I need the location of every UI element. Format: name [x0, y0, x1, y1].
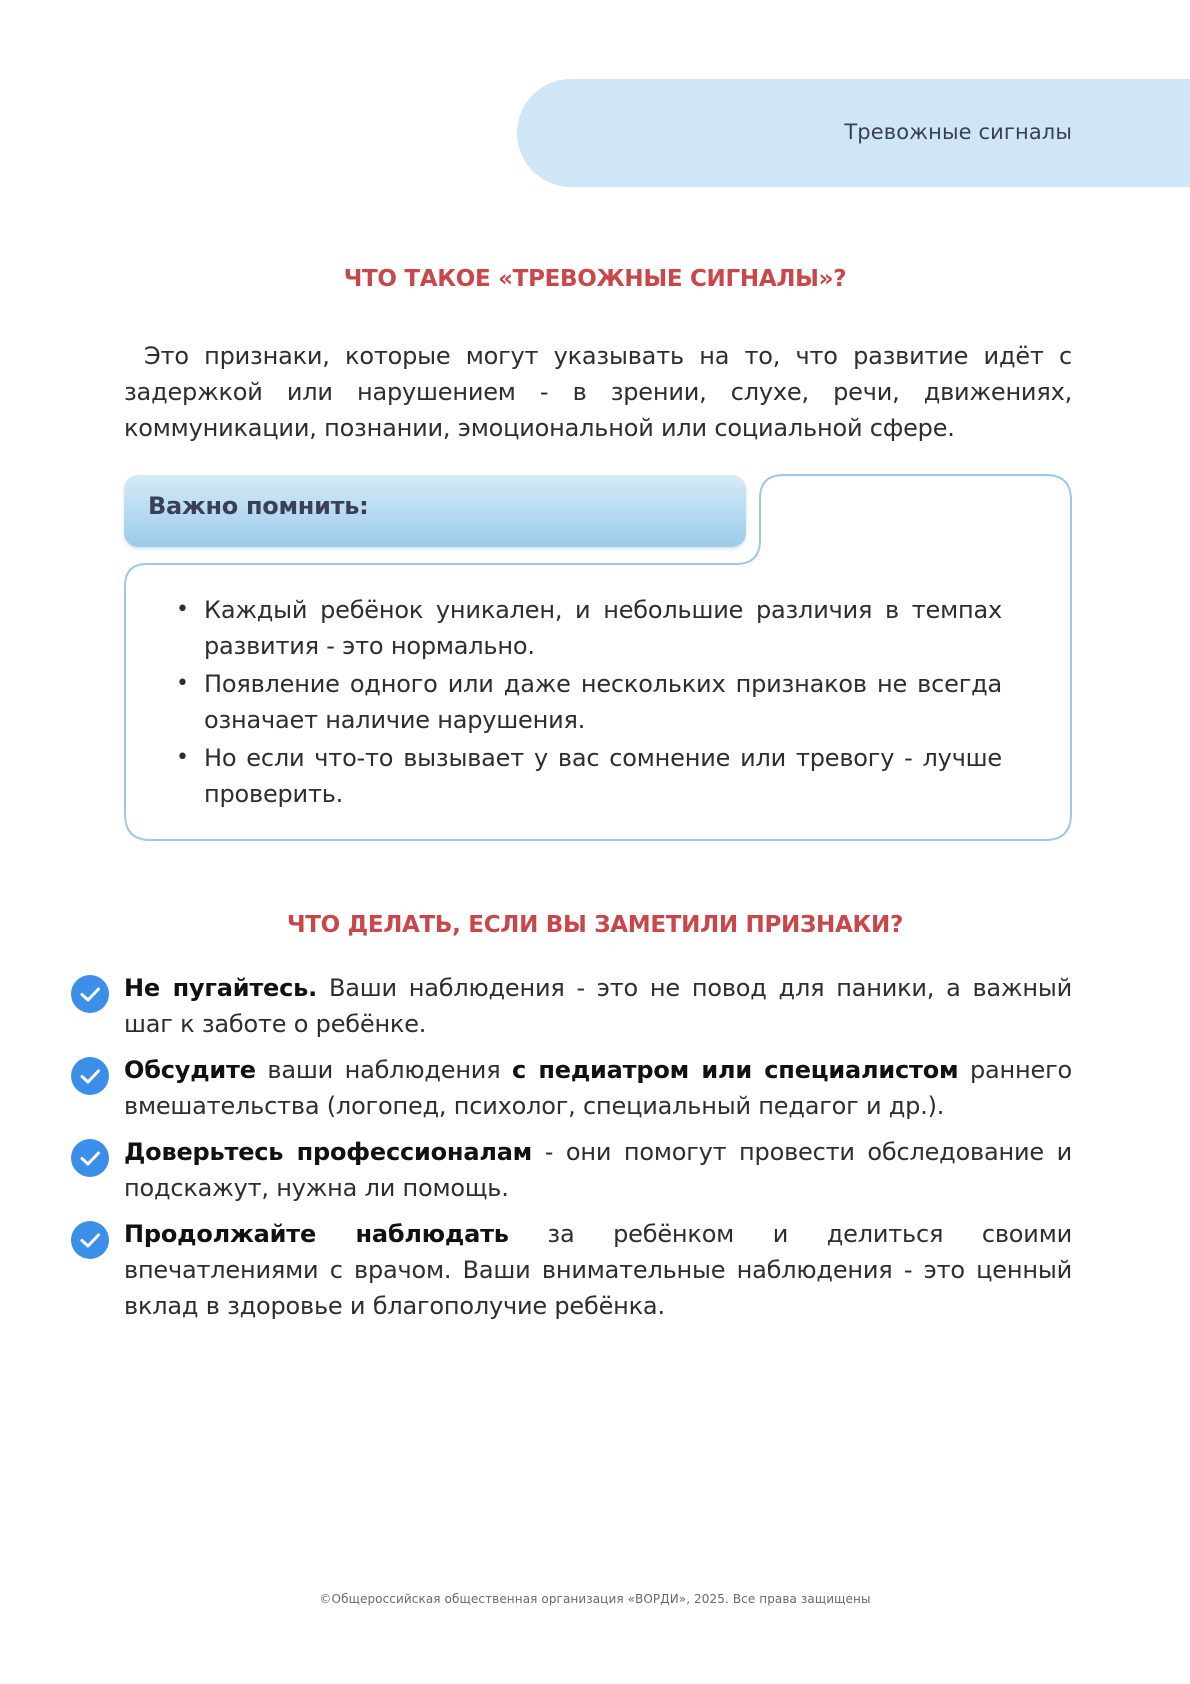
note-item [172, 666, 1002, 738]
step-emphasis: Обсудите [124, 1056, 256, 1084]
step-emphasis: Доверьтесь профессионалам [124, 1138, 533, 1166]
step-body: за ребёнком и делиться своими впечатлениями с врачом. Ваши внимательные наблюдения - это ценный вклад в здоровье и благополучие ребёнка. [124, 1220, 1072, 1320]
bullet-icon: • [176, 671, 189, 696]
step-item [68, 1052, 1072, 1124]
bullet-icon: • [176, 597, 189, 622]
step-body: ваши наблюдения [255, 1056, 513, 1084]
note-list [172, 592, 1002, 814]
note-item [172, 740, 1002, 812]
bullet-icon: • [176, 745, 189, 770]
section-title-what-are-signals: ЧТО ТАКОЕ «ТРЕВОЖНЫЕ СИГНАЛЫ»? [343, 266, 847, 292]
note-item-text: Появление одного или даже нескольких признаков не всегда означает наличие нарушения. [204, 670, 1002, 734]
section-title-what-to-do: ЧТО ДЕЛАТЬ, ЕСЛИ ВЫ ЗАМЕТИЛИ ПРИЗНАКИ? [287, 912, 903, 938]
note-item-text: Но если что-то вызывает у вас сомнение или тревогу - лучше проверить. [204, 744, 1002, 808]
check-circle-icon [70, 974, 110, 1014]
step-body: раннего вмешательства (логопед, психолог, специальный педагог и др.). [124, 1056, 1072, 1120]
step-emphasis: Не пугайтесь. [124, 974, 318, 1002]
step-emphasis: с педиатром или специалистом [512, 1056, 959, 1084]
check-circle-icon [70, 1056, 110, 1096]
steps-list [68, 970, 1072, 1334]
step-text [124, 970, 1072, 1042]
note-item-text: Каждый ребёнок уникален, и небольшие различия в темпах развития - это нормально. [204, 596, 1002, 660]
header-tab-label: Тревожные сигналы [844, 120, 1072, 144]
note-header [124, 475, 746, 547]
step-item [68, 970, 1072, 1042]
step-text [124, 1216, 1072, 1324]
note-item [172, 592, 1002, 664]
check-circle-icon [70, 1138, 110, 1178]
step-text [124, 1134, 1072, 1206]
step-emphasis: Продолжайте наблюдать [124, 1220, 509, 1248]
check-circle-icon [70, 1220, 110, 1260]
step-item [68, 1134, 1072, 1206]
step-body: - они помогут провести обследование и подскажут, нужна ли помощь. [124, 1138, 1072, 1202]
intro-paragraph: Это признаки, которые могут указывать на то, что развитие идёт с задержкой или нарушением - в зрении, слухе, речи, движениях, коммуникации, познании, эмоциональной или социальной сфере. [124, 342, 1072, 442]
step-item [68, 1216, 1072, 1324]
header-tab [517, 79, 1190, 187]
note-title: Важно помнить: [148, 492, 369, 520]
footer-copyright: ©Общероссийская общественная организация «ВОРДИ», 2025. Все права защищены [319, 1592, 871, 1606]
step-text [124, 1052, 1072, 1124]
step-body: Ваши наблюдения - это не повод для паники, а важный шаг к заботе о ребёнке. [124, 974, 1072, 1038]
